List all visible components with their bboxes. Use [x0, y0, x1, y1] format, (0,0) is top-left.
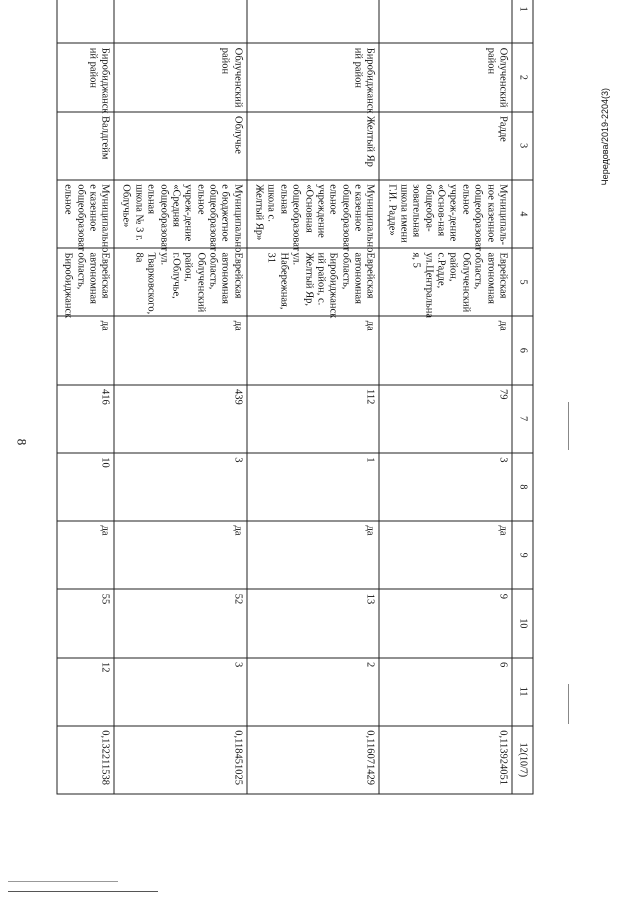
- address-cell: Еврейская автономная область, Облученский район, с.Радде, ул.Центральна я, 5: [379, 248, 512, 316]
- row-number: [57, 0, 114, 43]
- column-7-cell: 79: [379, 385, 512, 453]
- column-header: 1: [512, 0, 533, 43]
- column-9-cell: да: [114, 521, 247, 589]
- institution-cell: Муниципально е бюджетное общеобразоват ельное учреж-дение «Средняя общеобразоват ельная школа № 3 г. Облучье»: [114, 180, 247, 248]
- table-header-row: [512, 0, 533, 794]
- column-12-cell: 0,116071429: [247, 726, 380, 794]
- column-10-cell: 55: [57, 589, 114, 657]
- column-7-cell: 439: [114, 385, 247, 453]
- table-row: [379, 0, 512, 794]
- address-cell: Еврейская автономная область, Облученский район, г.Облучье, ул. Тварковского, 8а: [114, 248, 247, 316]
- column-header: 7: [512, 385, 533, 453]
- column-6-cell: да: [114, 316, 247, 384]
- address-cell: Еврейская автономная область, Биробиджанск: [57, 248, 114, 316]
- schools-register-table: [57, 0, 534, 795]
- column-header: 12(10/7): [512, 726, 533, 794]
- institution-cell: Муниципально е казенное общеобразоват ельное: [57, 180, 114, 248]
- column-header: 4: [512, 180, 533, 248]
- column-11-cell: 12: [57, 658, 114, 726]
- column-header: 5: [512, 248, 533, 316]
- column-header: 10: [512, 589, 533, 657]
- locality-cell: Облучье: [114, 112, 247, 180]
- row-number: [247, 0, 380, 43]
- column-header: 2: [512, 43, 533, 111]
- locality-cell: Радде: [379, 112, 512, 180]
- page-number: 8: [14, 438, 30, 446]
- column-8-cell: 3: [379, 453, 512, 521]
- column-11-cell: 6: [379, 658, 512, 726]
- column-8-cell: 10: [57, 453, 114, 521]
- locality-cell: Желтый Яр: [247, 112, 380, 180]
- table-row: [114, 0, 247, 794]
- column-7-cell: 416: [57, 385, 114, 453]
- column-6-cell: да: [379, 316, 512, 384]
- address-cell: Еврейская автономная область, Биробиджанск ий район, с. Желтый Яр, ул. Набережная, 31: [247, 248, 380, 316]
- column-12-cell: 0,113924051: [379, 726, 512, 794]
- row-number: [114, 0, 247, 43]
- column-header: 3: [512, 112, 533, 180]
- column-10-cell: 13: [247, 589, 380, 657]
- column-8-cell: 3: [114, 453, 247, 521]
- district-cell: Биробиджанск ий район: [247, 43, 380, 111]
- locality-cell: Валдгейм: [57, 112, 114, 180]
- bottom-rule: [8, 891, 158, 892]
- document-footer-code: Чередова/2019-2204(3): [600, 88, 610, 186]
- rotated-table-wrapper: [57, 0, 534, 795]
- institution-cell: Муниципально е казенное общеобразоват ельное учреждение «Основная общеобразоват ельная школа с. Желтый Яр»: [247, 180, 380, 248]
- column-10-cell: 9: [379, 589, 512, 657]
- column-header: 11: [512, 658, 533, 726]
- column-header: 8: [512, 453, 533, 521]
- margin-mark: [568, 402, 569, 450]
- column-12-cell: 0,132211538: [57, 726, 114, 794]
- district-cell: Облученский район: [379, 43, 512, 111]
- column-7-cell: 112: [247, 385, 380, 453]
- column-6-cell: да: [247, 316, 380, 384]
- column-header: 9: [512, 521, 533, 589]
- margin-mark: [568, 684, 569, 724]
- column-9-cell: да: [57, 521, 114, 589]
- district-cell: Биробиджанск ий район: [57, 43, 114, 111]
- column-header: 6: [512, 316, 533, 384]
- column-8-cell: 1: [247, 453, 380, 521]
- table-row: [247, 0, 380, 794]
- column-11-cell: 2: [247, 658, 380, 726]
- column-11-cell: 3: [114, 658, 247, 726]
- district-cell: Облученский район: [114, 43, 247, 111]
- column-6-cell: да: [57, 316, 114, 384]
- column-10-cell: 52: [114, 589, 247, 657]
- column-9-cell: да: [379, 521, 512, 589]
- column-12-cell: 0,118451025: [114, 726, 247, 794]
- row-number: [379, 0, 512, 43]
- table-row: [57, 0, 114, 794]
- column-9-cell: да: [247, 521, 380, 589]
- bottom-rule: [8, 881, 118, 882]
- institution-cell: Муниципаль-ное казенное общеобразоват ельное учреж-дение «Основ-ная общеобра-зовательная школа имени Г.И. Радде»: [379, 180, 512, 248]
